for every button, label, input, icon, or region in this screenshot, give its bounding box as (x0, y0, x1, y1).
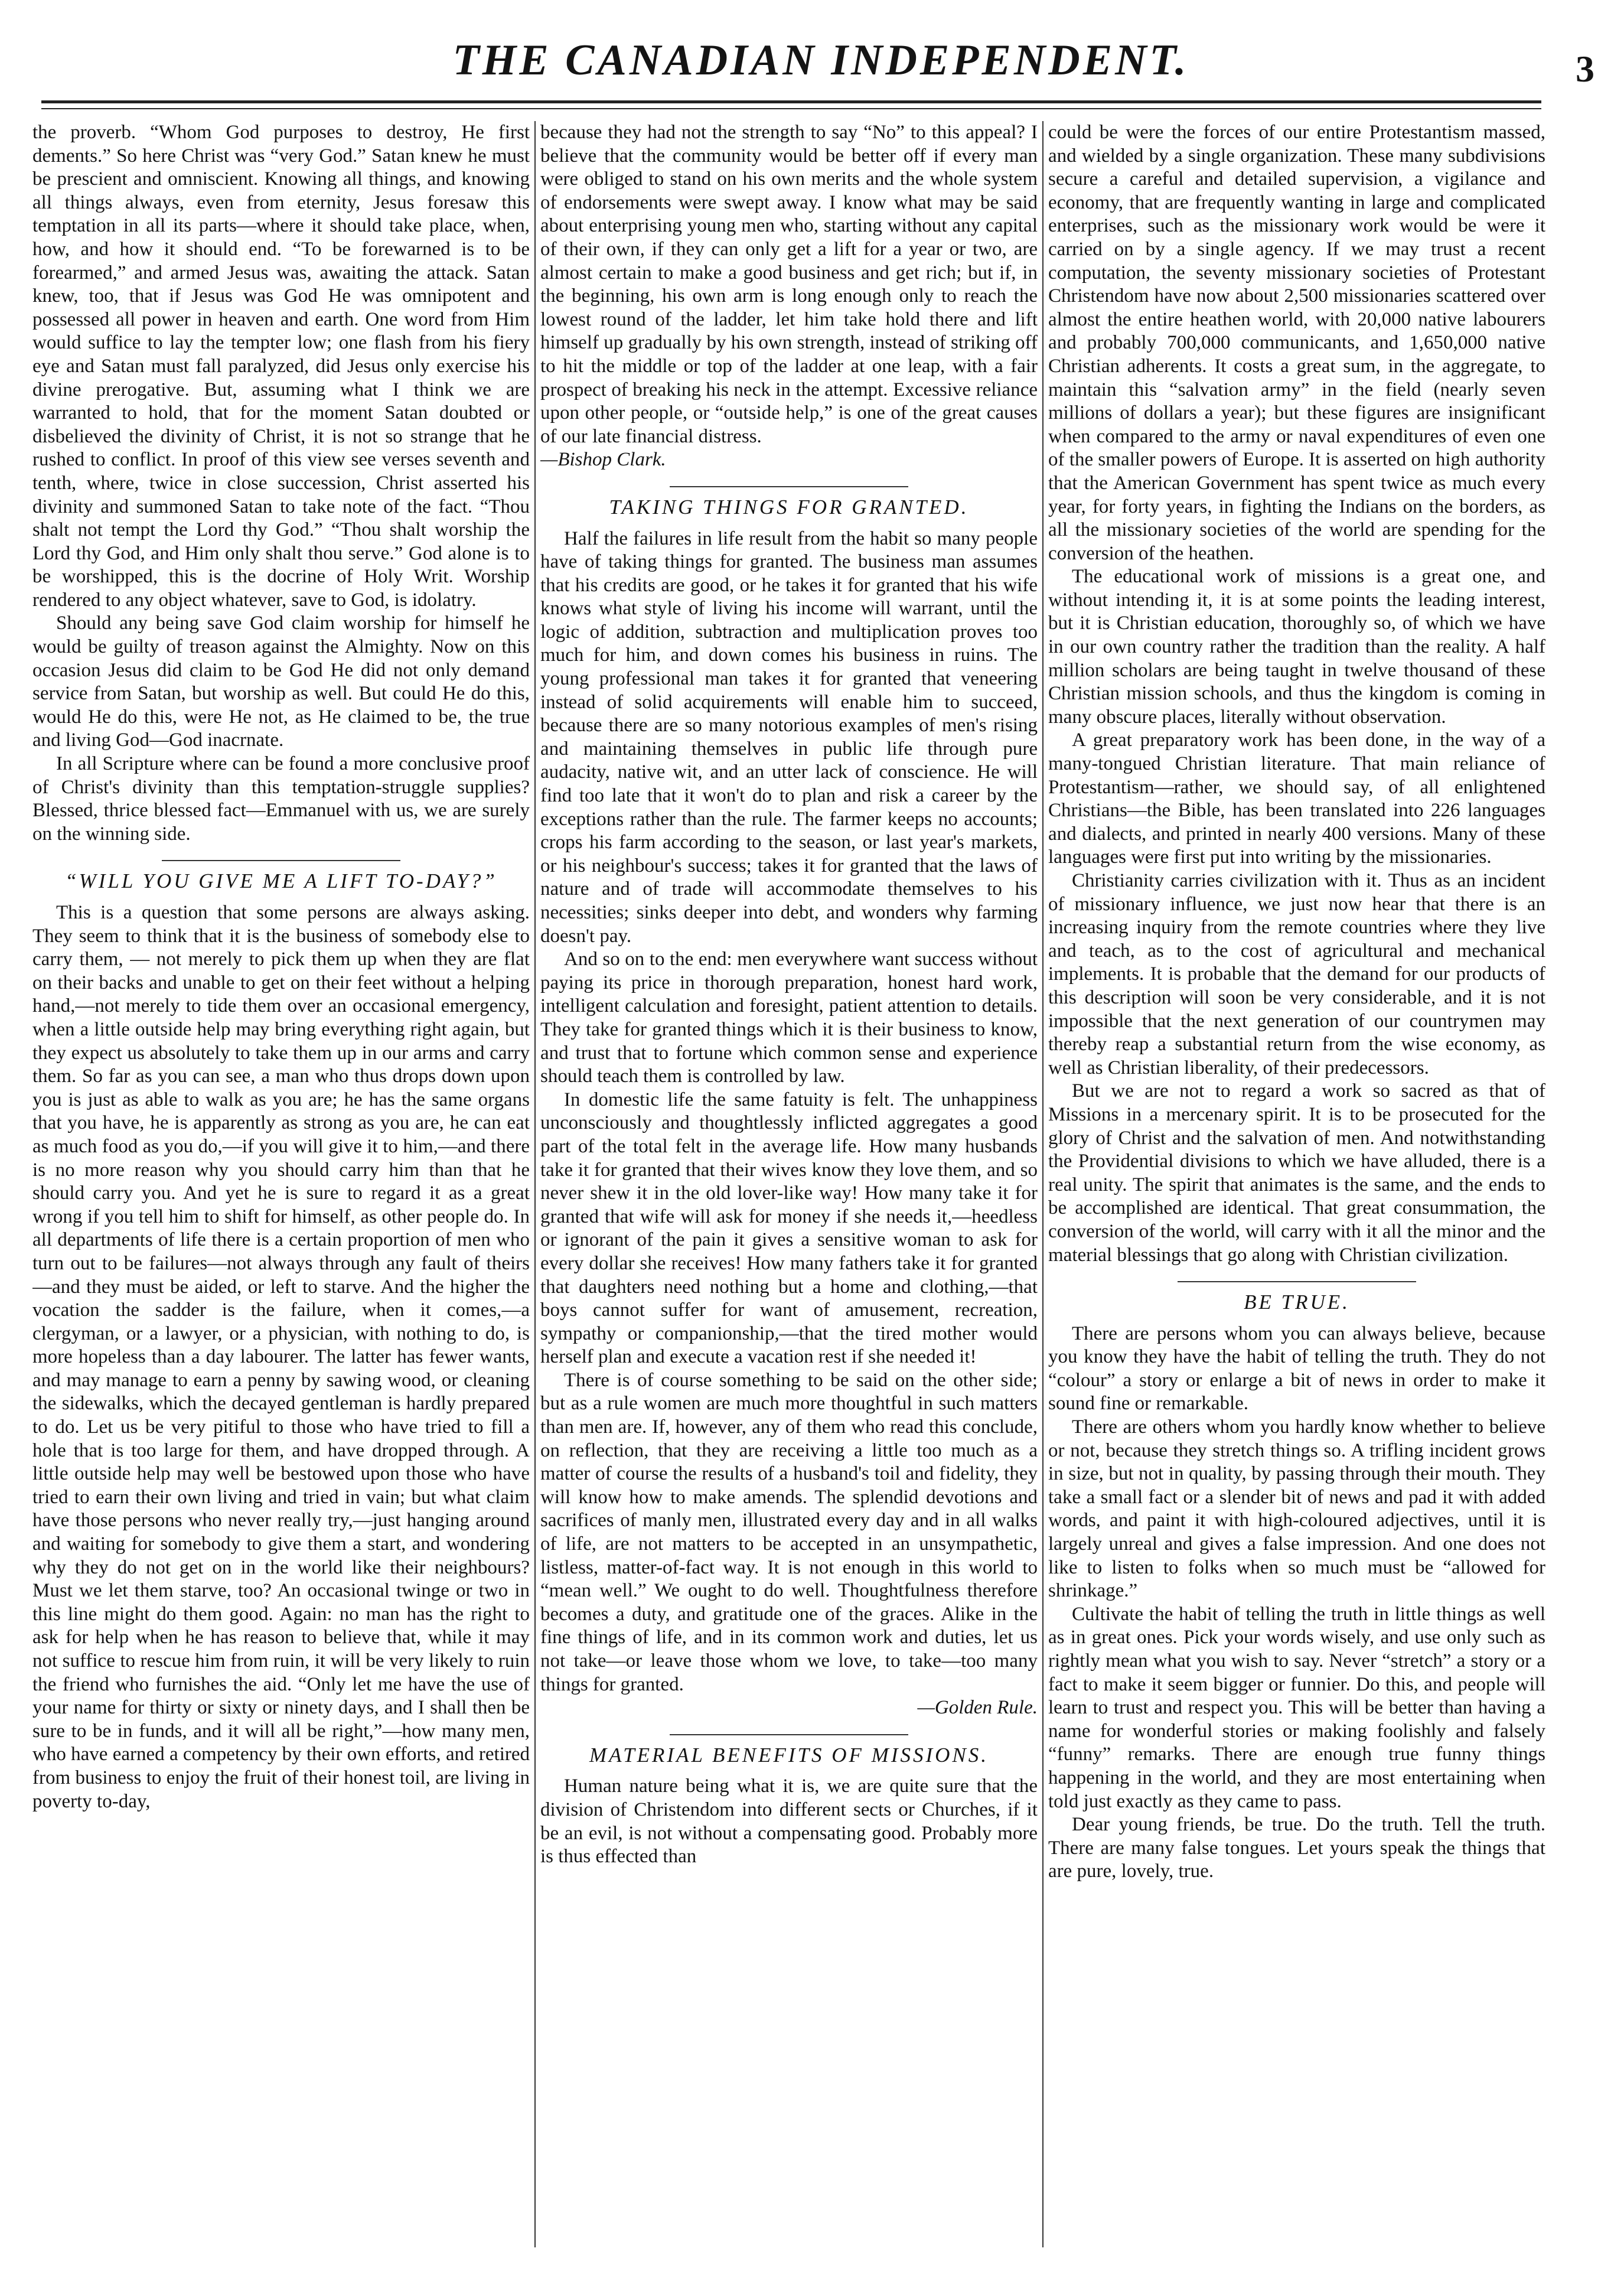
article-paragraph: A great preparatory work has been done, in the way of a many-tongued Christian literature. That main reliance of Protestantism—rather, we should say, of all enlightened Christians—the Bible, has been translated into 226 languages and dialects, and printed in nearly 400 versions. Many of these languages were first put into writing by the missionaries. (1048, 729, 1545, 868)
section-divider (162, 860, 400, 861)
column-divider-right (1042, 121, 1043, 2247)
article-paragraph: Dear young friends, be true. Do the truth. Tell the truth. There are many false tongues. Let yours speak the things that are pure, lovely, true. (1048, 1814, 1545, 1882)
article-paragraph: There is of course something to be said on the other side; but as a rule women are much more thoughtful in such matters than men are. If, however, any of them who read this conclude, on reflection, that they are receiving a little too much as a matter of course the results of a husband's toil and fidelity, they will know how to make amends. The splendid devotions and sacrifices of manly men, illustrated every day and in all walks of life, are not matters to be accepted in an unsympathetic, listless, matter-of-fact way. It is not enough in this world to “mean well.” We ought to do well. Thoughtfulness therefore becomes a duty, and gratitude one of the graces. Alike in the fine things of life, and in its common work and duties, let us not take—or leave those whom we love, to take—too many things for granted. (540, 1369, 1038, 1695)
article-attribution: —Bishop Clark. (540, 449, 666, 471)
article-paragraph: Christianity carries civilization with it. Thus as an incident of missionary influence, we just now hear that there is an increasing inquiry from the remote countries where they live and teach, as to the cost of agricultural and mechanical implements. It is probable that the demand for our products of this description will soon be very considerable, and it is not impossible that the next generation of our countrymen may thereby reap a substantial return from the wise economy, as well as Christian liberality, of their predecessors. (1048, 870, 1545, 1079)
section-divider (670, 1734, 908, 1735)
article-paragraph: In all Scripture where can be found a more conclusive proof of Christ's divinity than this temptation-struggle supplies? Blessed, thrice blessed fact—Emmanuel with us, we are surely on the winning side. (32, 753, 530, 845)
newspaper-title: THE CANADIAN INDEPENDENT. (452, 36, 1189, 84)
page-number: 3 (1576, 48, 1594, 90)
article-heading-taking-things: TAKING THINGS FOR GRANTED. (609, 495, 969, 519)
article-paragraph: In domestic life the same fatuity is felt. The unhappiness unconsciously and thoughtlessly inflicted aggregates a good part of the total felt in the average life. How many husbands take it for granted that their wives know they love them, and so never shew it in the old lover-like way! How many take it for granted that wife will ask for money if she needs it,—heedless or ignorant of the pain it gives a sensitive woman to ask for every dollar she receives! How many fathers take it for granted that daughters need nothing but a home and clothing,—that boys cannot suffer for want of amusement, recreation, sympathy or companionship,—that the tired mother would herself plan and execute a vacation rest if she needed it! (540, 1089, 1038, 1368)
article-paragraph: could be were the forces of our entire Protestantism massed, and wielded by a single organization. These many subdivisions secure a careful and detailed supervision, a vigilance and economy, that are frequently wanting in large and complicated enterprises, such as the missionary work would be were it carried on by a single agency. If we may trust a recent computation, the seventy missionary societies of Protestant Christendom have now about 2,500 missionaries scattered over almost the entire heathen world, with 20,000 native labourers and probably 700,000 communicants, and 1,650,000 native Christian adherents. It costs a great sum, in the aggregate, to maintain this “salvation army” in the field (nearly seven millions of dollars a year); but these figures are insignificant when compared to the army or naval expenditures of even one of the smaller powers of Europe. It is asserted on high authority that the American Government has spent twice as much every year, for forty years, in fighting the Indians on the borders, as all the missionary societies of the world are spending for the conversion of the heathen. (1048, 122, 1545, 564)
article-paragraph: the proverb. “Whom God purposes to destroy, He first dements.” So here Christ was “very God.” Satan knew he must be prescient and omniscient. Knowing all things, and knowing all things always, even from eternity, Jesus foresaw this temptation in all its parts—where it should take place, when, how, and how it should end. “To be forewarned is to be forearmed,” and armed Jesus was, awaiting the attack. Satan knew, too, that if Jesus was God He was omnipotent and possessed all power in heaven and earth. One word from Him would suffice to lay the tempter low; one flash from his fiery eye and Satan must fall paralyzed, did Jesus only exercise his divine prerogative. But, assuming what I think we are warranted to hold, that for the moment Satan doubted or disbelieved the divinity of Christ, it is not so strange that he rushed to conflict. In proof of this view see verses seventh and tenth, where, twice in close succession, Christ asserted his divinity and summoned Satan to take note of the fact. “Thou shalt not tempt the Lord thy God.” “Thou shalt worship the Lord thy God, and Him only shalt thou serve.” God alone is to be worshipped, this is the docrine of Holy Writ. Worship rendered to any object whatever, save to God, is idolatry. (32, 122, 530, 611)
column-1 (32, 121, 530, 2247)
article-paragraph: Human nature being what it is, we are quite sure that the division of Christendom into different sects or Churches, if it be an evil, is not without a compensating good. Probably more is thus effected than (540, 1775, 1038, 1868)
masthead (47, 32, 1594, 97)
article-paragraph: Should any being save God claim worship for himself he would be guilty of treason against the Almighty. Now on this occasion Jesus did claim to be God He did not only demand service from Satan, but worship as well. But could He do this, would He do this, were He not, as He claimed to be, the true and living God—God inacrnate. (32, 612, 530, 751)
article-paragraph: Cultivate the habit of telling the truth in little things as well as in great ones. Pick your words wisely, and use only such as rightly mean what you wish to say. Never “stretch” a story or a fact to make it seem bigger or funnier. Do this, and people will learn to trust and respect you. This will be better than having a name for wonderful stories or making foolishly and falsely “funny” remarks. There are enough true funny things happening in the world, and they are most entertaining when told just exactly as they came to pass. (1048, 1603, 1545, 1812)
section-divider (670, 486, 908, 487)
masthead-rule-thin (41, 108, 1541, 109)
column-2 (540, 121, 1038, 2247)
section-divider (1178, 1281, 1416, 1282)
article-paragraph: There are others whom you hardly know whether to believe or not, because they stretch things so. A trifling incident grows in size, but not in quality, by passing through their mouth. They take a small fact or a slender bit of news and pad it with added words, and paint it with high-coloured adjectives, until it is largely unreal and gives a false impression. And one does not like to listen to folks when so much must be “allowed for shrinkage.” (1048, 1416, 1545, 1602)
article-paragraph: Half the failures in life result from the habit so many people have of taking things for granted. The business man assumes that his credits are good, or he takes it for granted that his wife knows what style of living his income will warrant, until the logic of addition, subtraction and multiplication proves too much for him, and down comes his business in ruins. The young professional man takes it for granted that veneering instead of solid acquirements will enable him to succeed, because there are so many notorious examples of men's rising and maintaining themselves in public life through pure audacity, native wit, and an utter lack of conscience. He will find too late that it won't do to plan and risk a career by the exceptions rather than the rule. The farmer keeps no accounts; crops his farm according to the season, or last year's markets, or his neighbour's success; takes it for granted that the laws of nature and of trade will accommodate themselves to his necessities; sinks deeper into debt, and wonders why farming doesn't pay. (540, 527, 1038, 947)
article-heading-be-true: BE TRUE. (1244, 1291, 1350, 1314)
masthead-rule-thick (41, 100, 1541, 103)
article-paragraph: There are persons whom you can always believe, because you know they have the habit of telling the truth. They do not “colour” a story or enlarge a bit of news in order to make it sound fine or remarkable. (1048, 1322, 1545, 1415)
article-heading-lift-today: “WILL YOU GIVE ME A LIFT TO-DAY?” (65, 869, 497, 893)
article-paragraph: But we are not to regard a work so sacred as that of Missions in a mercenary spirit. It is to be prosecuted for the glory of Christ and the salvation of men. And notwithstanding the Providential divisions to which we have alluded, there is a real unity. The spirit that animates is the same, and the ends to be accomplished are identical. That great consummation, the conversion of the world, will carry with it all the minor and the material blessings that go along with Christian civilization. (1048, 1080, 1545, 1266)
column-3 (1048, 121, 1545, 2247)
article-paragraph: And so on to the end: men everywhere want success without paying its price in thorough preparation, honest hard work, intelligent calculation and foresight, patient attention to details. They take for granted things which it is their business to know, and trust that to fortune which common sense and experience should teach them is controlled by law. (540, 949, 1038, 1087)
article-attribution: —Golden Rule. (917, 1697, 1038, 1719)
article-paragraph: This is a question that some persons are always asking. They seem to think that it is the business of somebody else to carry them, — not merely to pick them up when they are flat on their backs and unable to get on their feet without a helping hand,—not merely to tide them over an occasional emergency, when a little outside help may bring everything right again, but they expect us absolutely to take them up in our arms and carry them. So far as you can see, a man who thus drops down upon you is just as able to walk as you are; he has the same organs that you have, he is apparently as strong as you are, he can eat as much food as you do,—if you will give it to him,—and there is no more reason why you should carry him than that he should carry you. And yet he is sure to regard it as a great wrong if you tell him to shift for himself, as other people do. In all departments of life there is a certain proportion of men who turn out to be failures—not always through any fault of theirs—and they must be aided, or left to starve. And the higher the vocation the sadder is the failure, when it comes,—a clergyman, or a lawyer, or a physician, with nothing to do, is more hopeless than a day labourer. The latter has fewer wants, and may manage to earn a penny by sawing wood, or cleaning the sidewalks, which the decayed gentleman is hardly prepared to do. Let us be very pitiful to those who have tried to fill a hole that is too large for them, and have dropped through. A little outside help may well be bestowed upon those who have tried to earn their own living and tried in vain; but what claim have those persons who never really try,—just hanging around and waiting for somebody to give them a start, and wondering why they do not get on in the world like their neighbours? Must we let them starve, too? An occasional twinge or two in this line might do them good. Again: no man has the right to ask for help when he has reason to believe that, while it may not suffice to rescue him from ruin, it will be very likely to ruin the friend who furnishes the aid. “Only let me have the use of your name for thirty or sixty or ninety days, and I shall then be sure to be in funds, and it will all be right,”—how many men, who have earned a competency by their own efforts, and retired from business to enjoy the fruit of their honest toil, are living in poverty to-day, (32, 902, 530, 1812)
article-paragraph: because they had not the strength to say “No” to this appeal? I believe that the community would be better off if every man were obliged to stand on his own merits and the whole system of endorsements were swept away. I know what may be said about enterprising young men who, starting without any capital of their own, if they can only get a lift for a year or two, are almost certain to make a good business and get rich; but if, in the beginning, his own arm is long enough only to reach the lowest round of the ladder, let him take hold there and lift himself up gradually by his own strength, instead of striking off to hit the middle or top of the ladder at one leap, with a fair prospect of breaking his neck in the attempt. Excessive reliance upon other people, or “outside help,” is one of the great causes of our late financial distress. (540, 122, 1038, 447)
article-paragraph: The educational work of missions is a great one, and without intending it, it is at some points the leading interest, but it is Christian education, thoroughly so, of which we have in our own country rather the tradition than the reality. A half million scholars are being taught in twelve thousand of these Christian mission schools, and thus the kingdom is coming in many obscure places, literally without observation. (1048, 566, 1545, 728)
column-divider-left (534, 121, 536, 2247)
article-heading-missions: MATERIAL BENEFITS OF MISSIONS. (589, 1743, 989, 1767)
